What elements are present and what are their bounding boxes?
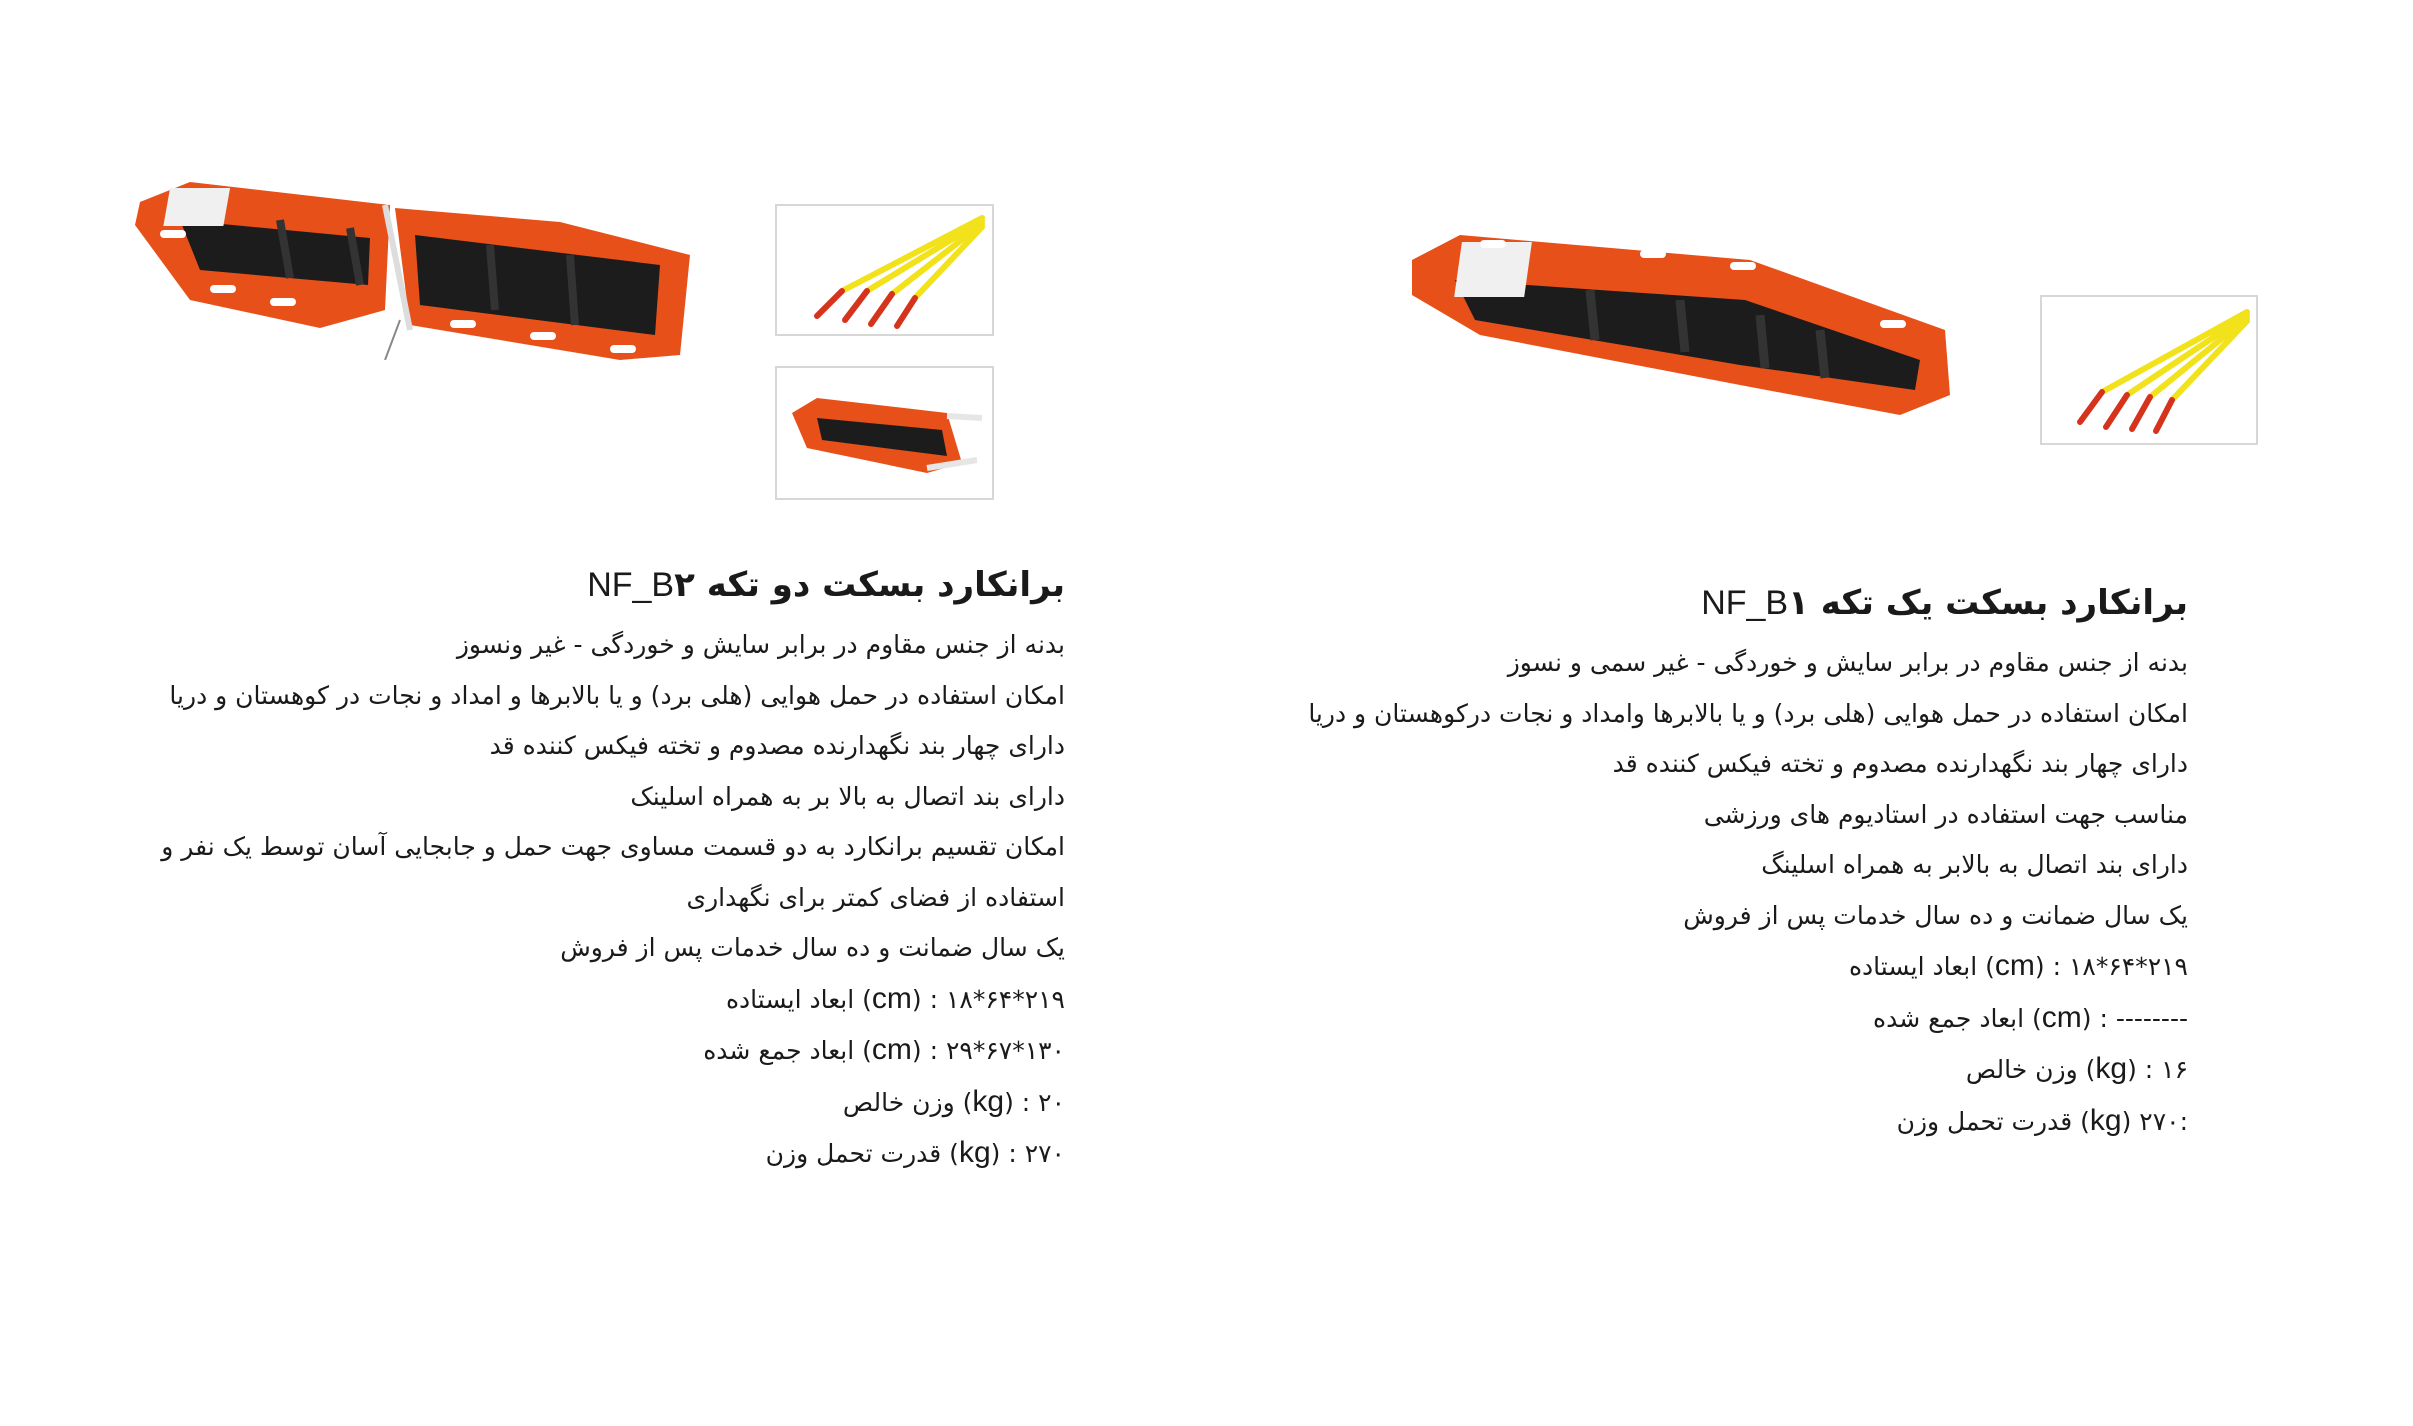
feature-line: استفاده از فضای کمتر برای نگهداری [686,882,1065,912]
feature-line: یک سال ضمانت و ده سال خدمات پس از فروش [560,933,1065,962]
product-code: NF_B [587,566,675,604]
feature-line: دارای بند اتصال به بالا بر به همراه اسلینک [630,781,1065,811]
lifting-sling-icon-right [2042,297,2256,443]
feature-line: بدنه از جنس مقاوم در برابر سایش و خوردگی - غیر سمی و نسوز [1507,648,2188,677]
lifting-sling-thumbnail [775,204,994,336]
spec-net-weight: ۱۶ : (kg) وزن خالص [1965,1052,2188,1085]
lifting-sling-thumbnail-right [2040,295,2258,445]
product-title: برانکارد بسکت دو تکه ۲NF_B [587,565,1065,605]
two-piece-stretcher-photo [120,160,700,360]
feature-line: امکان استفاده در حمل هوایی (هلی برد) و یا بالابرها و امداد و نجات در کوهستان و دریا [169,680,1065,710]
spec-standing-size: ۲۱۹*۶۴*۱۸ : (cm) ابعاد ایستاده [725,981,1065,1015]
spec-standing-size: ۲۱۹*۶۴*۱۸ : (cm) ابعاد ایستاده [1848,949,2188,982]
product-title: برانکارد بسکت یک تکه ۱NF_B [1701,583,2188,623]
lifting-sling-icon [777,206,992,334]
product-code: NF_B [1701,584,1789,622]
spec-folded-size: -------- : (cm) ابعاد جمع شده [1873,1000,2188,1034]
folded-stretcher-icon [777,368,992,498]
feature-line: دارای بند اتصال به بالابر به همراه اسلینگ [1761,850,2188,879]
feature-line: امکان استفاده در حمل هوایی (هلی برد) و یا بالابرها وامداد و نجات درکوهستان و دریا [1308,698,2188,728]
feature-line: یک سال ضمانت و ده سال خدمات پس از فروش [1683,900,2188,930]
spec-load-capacity: :۲۷۰ (kg) قدرت تحمل وزن [1896,1103,2188,1137]
spec-folded-size: ۱۳۰*۶۷*۲۹ : (cm) ابعاد جمع شده [703,1033,1065,1066]
one-piece-stretcher-info [1188,578,2188,1147]
two-piece-stretcher-info [65,560,1065,1180]
feature-line: امکان تقسیم برانکارد به دو قسمت مساوی جهت حمل و جابجایی آسان توسط یک نفر و [161,832,1065,861]
feature-line: بدنه از جنس مقاوم در برابر سایش و خوردگی - غیر ونسوز [456,630,1065,659]
one-piece-stretcher-photo [1400,220,1960,420]
folded-stretcher-thumbnail [775,366,994,500]
feature-line: مناسب جهت استفاده در استادیوم های ورزشی [1703,799,2188,829]
feature-line: دارای چهار بند نگهدارنده مصدوم و تخته فیکس کننده قد [489,731,1065,760]
spec-net-weight: ۲۰ : (kg) وزن خالص [842,1084,1065,1118]
feature-line: دارای چهار بند نگهدارنده مصدوم و تخته فیکس کننده قد [1612,749,2188,778]
spec-load-capacity: ۲۷۰ : (kg) قدرت تحمل وزن [765,1136,1065,1169]
